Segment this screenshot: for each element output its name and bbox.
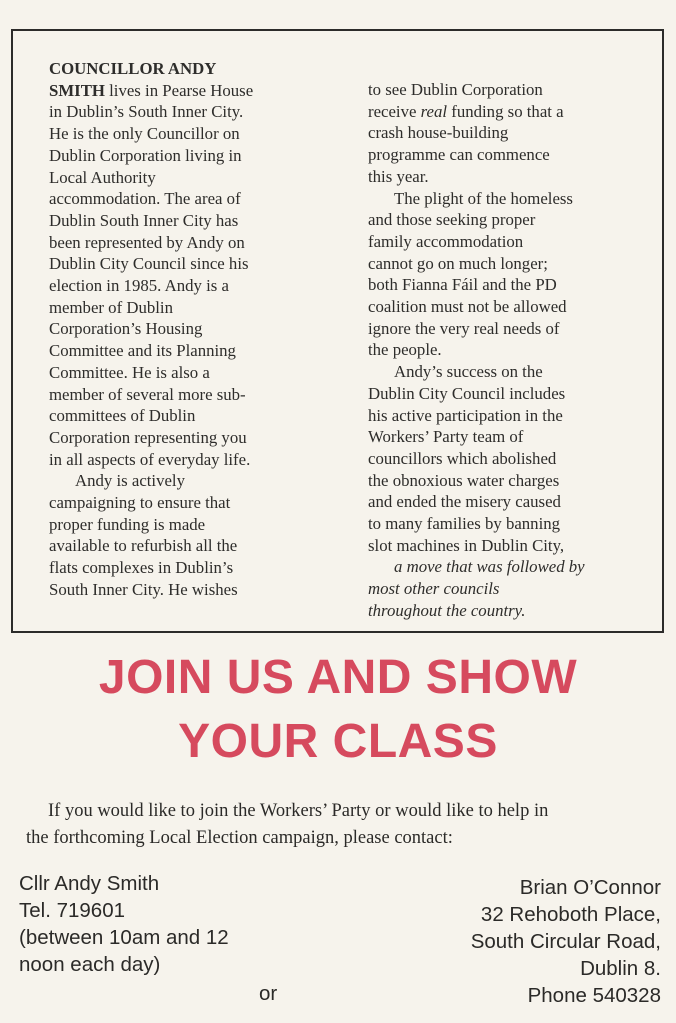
profile-text-line: the people. (368, 340, 442, 360)
profile-text-line: crash house-building (368, 123, 509, 143)
profile-text-line: Committee and its Planning (49, 341, 236, 361)
profile-text-line: Corporation’s Housing (49, 319, 203, 339)
contact-intro (0, 798, 676, 852)
profile-text-run: receive (368, 101, 421, 121)
profile-text-run: lives in Pearse House (104, 80, 254, 100)
contact-name: Cllr Andy Smith (19, 872, 160, 895)
profile-text-line: and those seeking proper (368, 210, 536, 230)
contact-address: 32 Rehoboth Place, (480, 903, 661, 926)
profile-text-line: councillors which abolished (368, 448, 557, 468)
profile-text-line: to see Dublin Corporation (368, 80, 543, 99)
contact-phone: Phone 540328 (527, 984, 661, 1007)
profile-text-line: family accommodation (368, 231, 524, 251)
contact-phone: Tel. 719601 (19, 899, 126, 922)
profile-text-line: accommodation. The area of (49, 189, 241, 209)
contact-address: South Circular Road, (470, 930, 661, 953)
contact-intro-line: the forthcoming Local Election campaign, please contact: (26, 828, 453, 848)
profile-text-line: programme can commence (368, 145, 550, 165)
profile-text-line: this year. (368, 166, 429, 186)
profile-text-line: flats complexes in Dublin’s (49, 558, 234, 578)
profile-text-line: to many families by banning (368, 514, 561, 534)
headline-line-1: JOIN US AND SHOW (98, 651, 578, 704)
profile-text-line: his active participation in the (368, 405, 563, 425)
profile-text-line: committees of Dublin (49, 406, 196, 426)
profile-text-run: real (420, 101, 448, 121)
profile-text-line: Dublin Corporation living in (49, 145, 242, 165)
contact-name: Brian O’Connor (519, 876, 661, 899)
or-separator: or (259, 982, 278, 1005)
profile-text-line: available to refurbish all the (49, 536, 238, 556)
profile-text-line: ignore the very real needs of (368, 318, 560, 338)
profile-text-line: Workers’ Party team of (368, 427, 524, 447)
profile-text-line: a move that was followed by (394, 557, 585, 577)
profile-text-line: campaigning to ensure that (49, 493, 231, 513)
profile-text-line: been represented by Andy on (49, 232, 245, 252)
profile-text-run: SMITH (49, 80, 105, 100)
profile-text-line: Dublin City Council includes (368, 383, 566, 403)
profile-text-line: proper funding is made (49, 514, 206, 534)
profile-text-line: the obnoxious water charges (368, 470, 560, 490)
profile-text-line: both Fianna Fáil and the PD (368, 275, 557, 295)
headline-line-2: YOUR CLASS (178, 715, 498, 768)
contact-address: Dublin 8. (580, 957, 661, 980)
profile-text-line: slot machines in Dublin City, (368, 535, 565, 555)
profile-text-line: Dublin City Council since his (49, 254, 249, 274)
profile-text-line: COUNCILLOR ANDY (49, 59, 217, 78)
profile-text-line: He is the only Councillor on (49, 124, 240, 144)
profile-text-line (368, 101, 653, 123)
profile-text-line: most other councils (368, 579, 500, 599)
contact-hours: (between 10am and 12 (19, 926, 229, 949)
profile-right-column (368, 79, 653, 622)
profile-left-column (49, 58, 334, 601)
profile-text-line: Dublin South Inner City has (49, 210, 239, 230)
contact-brian-oconnor (471, 874, 661, 1009)
contact-hours: noon each day) (19, 953, 161, 976)
profile-text-run: funding so that a (447, 101, 564, 121)
profile-text-line (49, 80, 334, 102)
profile-box (11, 29, 664, 633)
profile-text-line: cannot go on much longer; (368, 253, 548, 273)
profile-text-line: The plight of the homeless (394, 188, 573, 208)
profile-text-line: member of Dublin (49, 297, 173, 317)
contact-andy-smith (19, 870, 229, 978)
profile-text-line: South Inner City. He wishes (49, 579, 238, 599)
profile-text-line: Corporation representing you (49, 427, 247, 447)
profile-text-line: member of several more sub- (49, 384, 246, 404)
profile-text-line: Andy is actively (75, 471, 185, 491)
profile-text-line: Local Authority (49, 167, 156, 187)
profile-text-line: throughout the country. (368, 600, 526, 620)
profile-text-line: in Dublin’s South Inner City. (49, 102, 244, 122)
contact-intro-line: If you would like to join the Workers’ Party or would like to help in (48, 801, 549, 821)
profile-text-line: election in 1985. Andy is a (49, 276, 229, 296)
profile-text-line: in all aspects of everyday life. (49, 449, 251, 469)
profile-text-line: Andy’s success on the (394, 362, 543, 382)
profile-text-line: Committee. He is also a (49, 362, 210, 382)
profile-text-line: and ended the misery caused (368, 492, 561, 512)
profile-text-line: coalition must not be allowed (368, 297, 567, 317)
